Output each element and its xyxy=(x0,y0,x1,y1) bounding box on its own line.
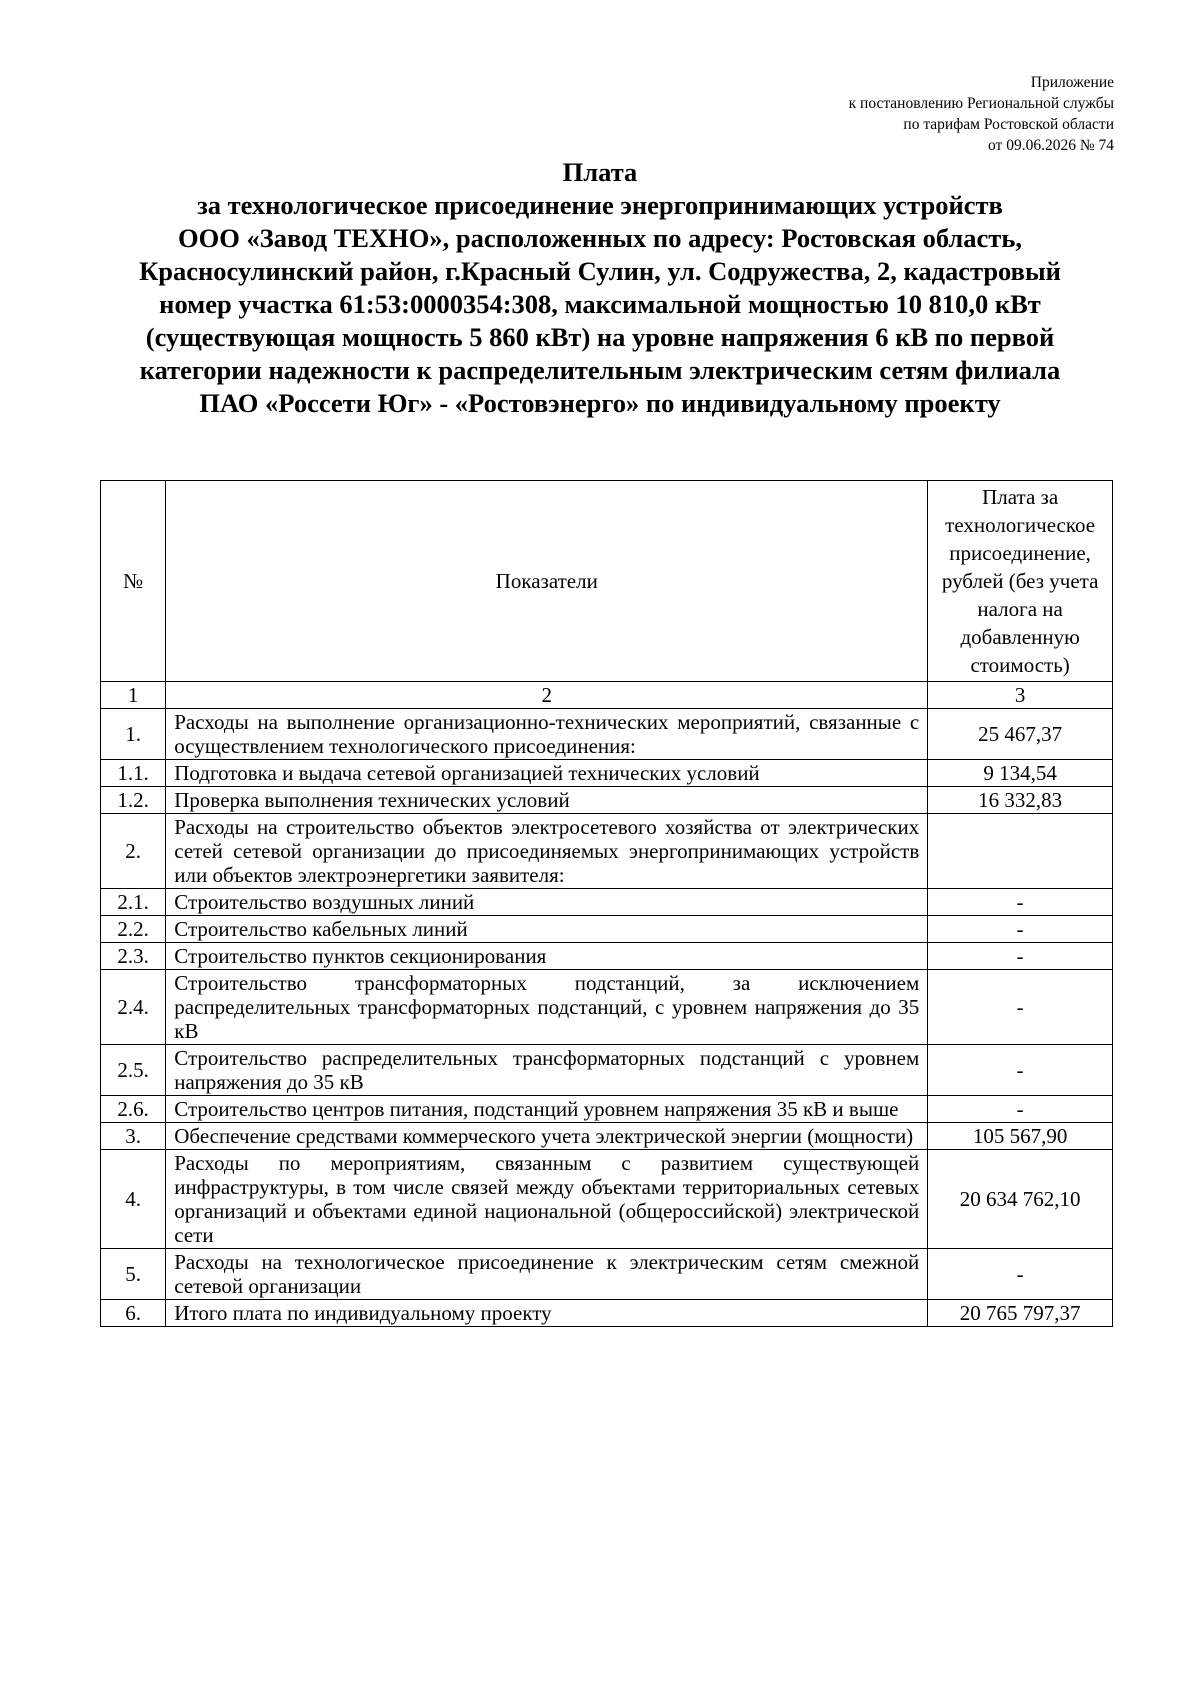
table-header-row xyxy=(101,481,1113,682)
row-fee-value: - xyxy=(928,1045,1113,1096)
row-number: 2. xyxy=(101,814,166,889)
row-fee-value: - xyxy=(928,970,1113,1045)
table-row xyxy=(101,889,1113,916)
table-row xyxy=(101,709,1113,760)
table-row xyxy=(101,916,1113,943)
row-fee-value: - xyxy=(928,889,1113,916)
table-row xyxy=(101,970,1113,1045)
column-number: 1 xyxy=(101,682,166,709)
table-row xyxy=(101,1045,1113,1096)
table-row xyxy=(101,1123,1113,1150)
row-number: 4. xyxy=(101,1150,166,1249)
row-number: 2.3. xyxy=(101,943,166,970)
fee-table xyxy=(100,480,1113,1327)
title-line: за технологическое присоединение энергопринимающих устройств xyxy=(197,190,1003,220)
row-fee-value: - xyxy=(928,1096,1113,1123)
table-row xyxy=(101,814,1113,889)
title-line: ООО «Завод ТЕХНО», расположенных по адресу: Ростовская область, xyxy=(178,223,1022,253)
row-fee-value: 20 765 797,37 xyxy=(928,1300,1113,1327)
appendix-line: к постановлению Региональной службы xyxy=(848,95,1114,112)
title-line: (существующая мощность 5 860 кВт) на уровне напряжения 6 кВ по первой xyxy=(145,322,1055,352)
row-number: 2.4. xyxy=(101,970,166,1045)
row-fee-value: 16 332,83 xyxy=(928,787,1113,814)
row-number: 5. xyxy=(101,1249,166,1300)
appendix-block xyxy=(849,72,1114,156)
table-row xyxy=(101,760,1113,787)
row-indicator: Строительство кабельных линий xyxy=(166,916,928,943)
row-number: 6. xyxy=(101,1300,166,1327)
row-indicator: Расходы на технологическое присоединение к электрическим сетям смежной сетевой организации xyxy=(166,1249,928,1300)
appendix-line: от 09.06.2026 № 74 xyxy=(988,137,1114,154)
appendix-line: Приложение xyxy=(1030,74,1114,91)
title-line: ПАО «Россети Юг» - «Ростовэнерго» по индивидуальному проекту xyxy=(199,388,1001,418)
row-fee-value: 20 634 762,10 xyxy=(928,1150,1113,1249)
table-row xyxy=(101,1096,1113,1123)
table-row xyxy=(101,1249,1113,1300)
row-indicator: Проверка выполнения технических условий xyxy=(166,787,928,814)
row-indicator: Итого плата по индивидуальному проекту xyxy=(166,1300,928,1327)
header-fee: Плата за технологическое присоединение, рублей (без учета налога на добавленную стоимость) xyxy=(928,481,1113,682)
row-indicator: Строительство центров питания, подстанций уровнем напряжения 35 кВ и выше xyxy=(166,1096,928,1123)
document-title xyxy=(96,156,1104,420)
row-indicator: Расходы на строительство объектов электросетевого хозяйства от электрических сетей сетевой организации до присоединяемых энергопринимающих устройств или объектов электроэнергетики заявителя: xyxy=(166,814,928,889)
title-line: Плата xyxy=(562,157,638,187)
row-number: 3. xyxy=(101,1123,166,1150)
appendix-line: по тарифам Ростовской области xyxy=(903,116,1114,133)
table-row xyxy=(101,787,1113,814)
title-line: Красносулинский район, г.Красный Сулин, ул. Содружества, 2, кадастровый xyxy=(139,256,1061,286)
row-indicator: Расходы по мероприятиям, связанным с развитием существующей инфраструктуры, в том числе связей между объектами территориальных сетевых организаций и объектами единой национальной (общероссийской) электрической сети xyxy=(166,1150,928,1249)
header-indicators: Показатели xyxy=(166,481,928,682)
row-fee-value: - xyxy=(928,943,1113,970)
row-fee-value: - xyxy=(928,916,1113,943)
title-line: номер участка 61:53:0000354:308, максимальной мощностью 10 810,0 кВт xyxy=(159,289,1041,319)
row-fee-value: 105 567,90 xyxy=(928,1123,1113,1150)
row-fee-value xyxy=(928,814,1113,889)
row-indicator: Расходы на выполнение организационно-технических мероприятий, связанные с осуществлением технологического присоединения: xyxy=(166,709,928,760)
row-indicator: Обеспечение средствами коммерческого учета электрической энергии (мощности) xyxy=(166,1123,928,1150)
column-number-row xyxy=(101,682,1113,709)
row-fee-value: 25 467,37 xyxy=(928,709,1113,760)
row-fee-value: - xyxy=(928,1249,1113,1300)
title-line: категории надежности к распределительным электрическим сетям филиала xyxy=(139,355,1061,385)
row-fee-value: 9 134,54 xyxy=(928,760,1113,787)
header-num: № xyxy=(101,481,166,682)
table-row xyxy=(101,1300,1113,1327)
row-number: 1.2. xyxy=(101,787,166,814)
row-number: 1.1. xyxy=(101,760,166,787)
row-number: 1. xyxy=(101,709,166,760)
row-indicator: Подготовка и выдача сетевой организацией технических условий xyxy=(166,760,928,787)
row-indicator: Строительство пунктов секционирования xyxy=(166,943,928,970)
row-indicator: Строительство трансформаторных подстанций, за исключением распределительных трансформаторных подстанций, с уровнем напряжения до 35 кВ xyxy=(166,970,928,1045)
column-number: 2 xyxy=(166,682,928,709)
column-number: 3 xyxy=(928,682,1113,709)
table-row xyxy=(101,943,1113,970)
row-number: 2.2. xyxy=(101,916,166,943)
row-number: 2.6. xyxy=(101,1096,166,1123)
row-indicator: Строительство распределительных трансформаторных подстанций с уровнем напряжения до 35 кВ xyxy=(166,1045,928,1096)
table-row xyxy=(101,1150,1113,1249)
row-number: 2.5. xyxy=(101,1045,166,1096)
row-number: 2.1. xyxy=(101,889,166,916)
row-indicator: Строительство воздушных линий xyxy=(166,889,928,916)
